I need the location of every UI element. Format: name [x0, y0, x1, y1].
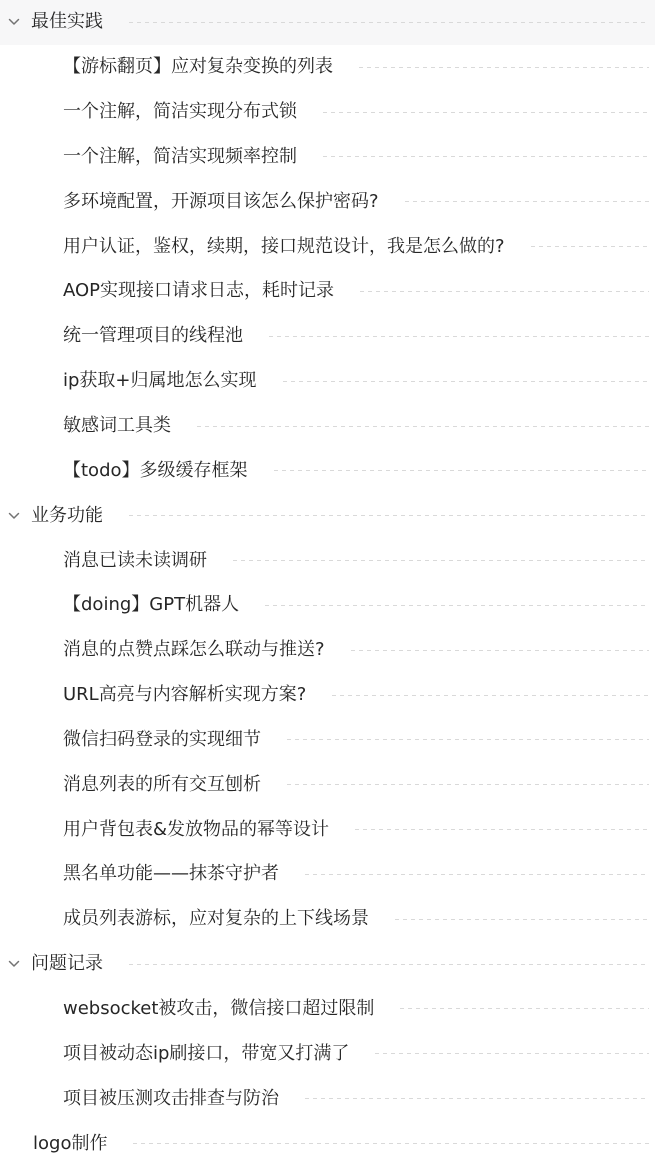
- toc-label: 业务功能: [31, 504, 103, 526]
- dashed-leader: [531, 246, 649, 247]
- toc-label: 消息的点赞点踩怎么联动与推送?: [63, 639, 325, 661]
- toc-item[interactable]: [0, 987, 655, 1032]
- dashed-leader: [323, 112, 649, 113]
- toc-label: ip获取+归属地怎么实现: [63, 370, 257, 392]
- toc-item[interactable]: [0, 673, 655, 718]
- toc-label: 问题记录: [31, 953, 103, 975]
- dashed-leader: [351, 650, 649, 651]
- toc-item[interactable]: [0, 807, 655, 852]
- chevron-down-icon[interactable]: [4, 506, 24, 526]
- toc-item[interactable]: [0, 359, 655, 404]
- dashed-leader: [400, 1008, 649, 1009]
- toc-label: 最佳实践: [31, 11, 103, 33]
- toc-label: 消息已读未读调研: [63, 549, 207, 571]
- toc-item[interactable]: [0, 628, 655, 673]
- toc-label: 项目被动态ip刷接口，带宽又打满了: [63, 1042, 350, 1064]
- toc-item[interactable]: [0, 90, 655, 135]
- toc-item[interactable]: [0, 314, 655, 359]
- toc-section-header[interactable]: [0, 942, 655, 987]
- dashed-leader: [269, 336, 649, 337]
- dashed-leader: [283, 381, 649, 382]
- toc-section-header[interactable]: [0, 493, 655, 538]
- toc-item[interactable]: [0, 269, 655, 314]
- toc-item[interactable]: [0, 762, 655, 807]
- toc-label: websocket被攻击，微信接口超过限制: [63, 997, 375, 1019]
- toc-label: 成员列表游标，应对复杂的上下线场景: [63, 908, 369, 930]
- dashed-leader: [305, 874, 649, 875]
- toc-item[interactable]: [0, 718, 655, 763]
- dashed-leader: [405, 201, 649, 202]
- toc-label: 【游标翻页】应对复杂变换的列表: [63, 56, 333, 78]
- toc-item[interactable]: [0, 538, 655, 583]
- toc-label: 【todo】多级缓存框架: [63, 459, 248, 481]
- toc-label: AOP实现接口请求日志，耗时记录: [63, 280, 335, 302]
- toc-label: 多环境配置，开源项目该怎么保护密码?: [63, 190, 379, 212]
- toc-item[interactable]: [0, 45, 655, 90]
- toc-label: 消息列表的所有交互刨析: [63, 773, 261, 795]
- toc-label: URL高亮与内容解析实现方案?: [63, 684, 307, 706]
- toc-item[interactable]: [0, 1076, 655, 1121]
- toc-section-header[interactable]: [0, 0, 655, 45]
- dashed-leader: [355, 829, 649, 830]
- dashed-leader: [274, 470, 649, 471]
- dashed-leader: [287, 784, 649, 785]
- dashed-leader: [375, 1053, 649, 1054]
- toc-label: 用户认证，鉴权，续期，接口规范设计，我是怎么做的?: [63, 235, 505, 257]
- toc-item[interactable]: [0, 852, 655, 897]
- dashed-leader: [265, 605, 649, 606]
- toc-item[interactable]: [0, 179, 655, 224]
- dashed-leader: [332, 695, 649, 696]
- toc-label: 敏感词工具类: [63, 415, 171, 437]
- dashed-leader: [395, 919, 649, 920]
- dashed-leader: [323, 156, 649, 157]
- dashed-leader: [197, 426, 649, 427]
- toc-item[interactable]: [0, 1031, 655, 1076]
- chevron-down-icon[interactable]: [4, 12, 24, 32]
- dashed-leader: [129, 964, 649, 965]
- toc-label: logo制作: [33, 1132, 108, 1154]
- toc-label: 一个注解，简洁实现分布式锁: [63, 101, 297, 123]
- toc-label: 一个注解，简洁实现频率控制: [63, 145, 297, 167]
- toc-item[interactable]: [0, 135, 655, 180]
- dashed-leader: [129, 22, 649, 23]
- toc-label: 统一管理项目的线程池: [63, 325, 243, 347]
- toc-label: 用户背包表&发放物品的幂等设计: [63, 818, 330, 840]
- dashed-leader: [133, 1143, 649, 1144]
- toc-item[interactable]: [0, 897, 655, 942]
- toc-item[interactable]: [0, 583, 655, 628]
- dashed-leader: [129, 515, 649, 516]
- toc-label: 微信扫码登录的实现细节: [63, 728, 261, 750]
- chevron-down-icon[interactable]: [4, 954, 24, 974]
- dashed-leader: [305, 1098, 649, 1099]
- toc-item[interactable]: [0, 448, 655, 493]
- toc-label: 黑名单功能——抹茶守护者: [63, 863, 279, 885]
- toc-label: 项目被压测攻击排查与防治: [63, 1087, 279, 1109]
- dashed-leader: [360, 291, 649, 292]
- toc-label: 【doing】GPT机器人: [63, 594, 240, 616]
- dashed-leader: [359, 67, 649, 68]
- toc-item[interactable]: [0, 404, 655, 449]
- toc-item[interactable]: [0, 1121, 655, 1166]
- dashed-leader: [233, 560, 649, 561]
- toc-item[interactable]: [0, 224, 655, 269]
- dashed-leader: [287, 739, 649, 740]
